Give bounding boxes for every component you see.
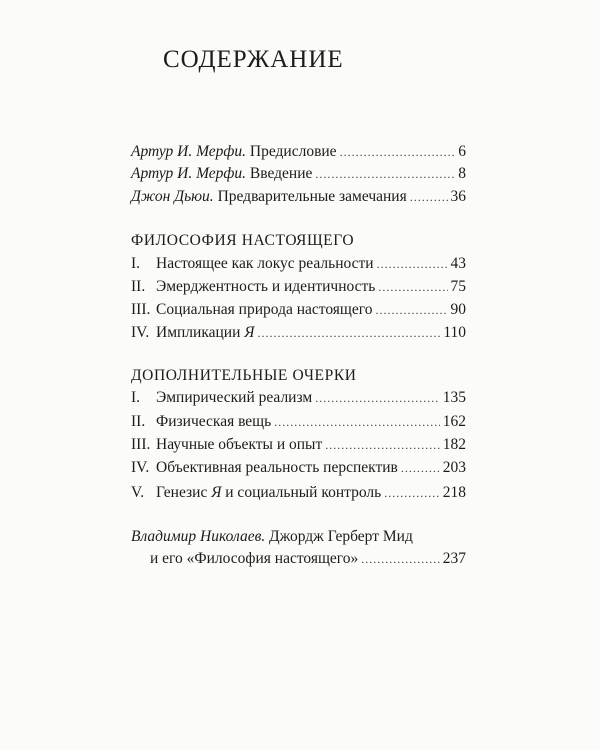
toc-entry[interactable]	[131, 411, 466, 433]
chapter-number: I.	[131, 255, 141, 272]
toc-entry[interactable]	[131, 276, 466, 298]
chapter-number: III.	[131, 301, 151, 318]
toc-page-number: 162	[442, 413, 466, 430]
chapter-number: III.	[131, 436, 151, 453]
toc-entry-afterword-heading[interactable]: Владимир Николаев. Джордж Герберт Мид	[131, 528, 413, 545]
toc-entry[interactable]	[131, 482, 466, 504]
section-heading-philosophy-of-present: ФИЛОСОФИЯ НАСТОЯЩЕГО	[131, 232, 355, 249]
toc-entry-introduction[interactable]	[131, 163, 466, 185]
toc-page-number: 110	[443, 324, 466, 341]
leader-dots	[315, 387, 440, 409]
toc-page-number: 237	[442, 550, 466, 567]
toc-entry-title: Эмпирический реализм	[156, 389, 313, 406]
leader-dots	[377, 253, 448, 275]
toc-entry-title: Настоящее как локус реальности	[156, 255, 374, 272]
toc-entry-author: Артур И. Мерфи.	[131, 143, 247, 160]
toc-page-number: 135	[442, 389, 466, 406]
toc-entry-title: и его «Философия настоящего»	[150, 550, 359, 567]
toc-entry-author: Джон Дьюи.	[131, 188, 214, 205]
toc-entry-title: Импликации Я	[156, 324, 255, 341]
toc-entry[interactable]	[131, 253, 466, 275]
toc-page-number: 75	[450, 278, 466, 295]
section-heading-additional-essays: ДОПОЛНИТЕЛЬНЫЕ ОЧЕРКИ	[131, 367, 357, 384]
toc-entry-author: Владимир Николаев.	[131, 528, 266, 545]
chapter-number: IV.	[131, 459, 150, 476]
leader-dots	[325, 434, 440, 456]
toc-entry-title: Артур И. Мерфи. Введение	[131, 165, 313, 182]
toc-page-number: 8	[458, 165, 466, 182]
toc-entry[interactable]	[131, 322, 466, 344]
leader-dots	[410, 186, 448, 208]
chapter-number: I.	[131, 389, 141, 406]
chapter-number: II.	[131, 278, 146, 295]
toc-page-number: 6	[458, 143, 466, 160]
leader-dots	[274, 411, 440, 433]
toc-page-number: 182	[442, 436, 466, 453]
toc-page-number: 203	[442, 459, 466, 476]
toc-page-number: 90	[450, 301, 466, 318]
toc-entry-title: Социальная природа настоящего	[156, 301, 373, 318]
toc-entry-title: Артур И. Мерфи. Предисловие	[131, 143, 337, 160]
toc-entry-author: Артур И. Мерфи.	[131, 165, 247, 182]
toc-entry[interactable]	[131, 299, 466, 321]
leader-dots	[401, 457, 440, 479]
leader-dots	[378, 276, 447, 298]
chapter-number: IV.	[131, 324, 150, 341]
leader-dots	[384, 482, 440, 504]
page-title: СОДЕРЖАНИЕ	[163, 46, 344, 73]
leader-dots	[361, 548, 439, 570]
toc-entry[interactable]	[131, 434, 466, 456]
toc-entry-preface[interactable]	[131, 141, 466, 163]
leader-dots	[375, 299, 447, 321]
toc-entry-title: Объективная реальность перспектив	[156, 459, 398, 476]
toc-page-number: 218	[442, 484, 466, 501]
chapter-number: V.	[131, 484, 145, 501]
toc-entry-title: Генезис Я и социальный контроль	[156, 484, 382, 501]
toc-entry-preliminary-remarks[interactable]	[131, 186, 466, 208]
toc-page-number: 43	[450, 255, 466, 272]
toc-entry[interactable]	[131, 457, 466, 479]
leader-dots	[340, 141, 456, 163]
chapter-number: II.	[131, 413, 146, 430]
toc-entry-afterword[interactable]	[150, 548, 466, 570]
toc-entry[interactable]	[131, 387, 466, 409]
toc-page-number: 36	[450, 188, 466, 205]
leader-dots	[257, 322, 440, 344]
toc-entry-title: Джон Дьюи. Предварительные замечания	[131, 188, 407, 205]
leader-dots	[315, 163, 455, 185]
toc-entry-title: Научные объекты и опыт	[156, 436, 323, 453]
toc-entry-title: Эмерджентность и идентичность	[156, 278, 376, 295]
toc-entry-title: Физическая вещь	[156, 413, 272, 430]
